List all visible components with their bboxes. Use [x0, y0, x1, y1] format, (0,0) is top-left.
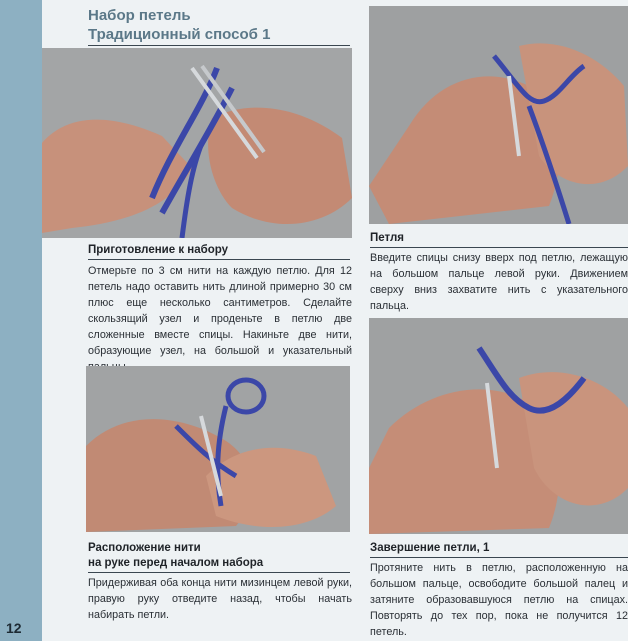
caption-text-position: Придерживая оба конца нити мизинцем левой руки, правую руку отведите назад, чтобы начать набирать петли.: [88, 577, 352, 621]
caption-title-preparation: Приготовление к набору: [88, 244, 229, 256]
page-heading: [88, 6, 350, 46]
caption-rule-preparation: [88, 259, 350, 260]
caption-text-loop: Введите спицы снизу вверх под петлю, лежащую на большом пальце левой руки. Движением сверху вниз захватите нить с указательного пальца.: [370, 252, 628, 312]
caption-title-position-1: Расположение нити: [88, 542, 201, 554]
caption-title-loop: Петля: [370, 232, 405, 244]
caption-rule-finish: [370, 557, 628, 558]
caption-title-finish: Завершение петли, 1: [370, 542, 490, 554]
caption-text-finish: Протяните нить в петлю, расположенную на большом пальце, освободите большой палец и затяните образовавшуюся петлю на спицах. Повторять до тех пор, пока не получится 12 петель.: [370, 562, 628, 638]
caption-text-preparation: Отмерьте по 3 см нити на каждую петлю. Для 12 петель надо оставить нить длиной примерно 30 см плюс еще несколько сантиметров. Сделайте скользящий узел и проденьте в петлю две сложенные вместе спицы. Накиньте две нити, образующие узел, на большой и указательный: [88, 265, 352, 357]
heading-rule: [88, 45, 350, 46]
caption-title-position-2: на руке перед началом набора: [88, 557, 264, 569]
photo-preparation: [42, 48, 352, 238]
page-number: 12: [6, 620, 22, 636]
heading-line-1: Набор петель: [88, 7, 191, 24]
photo-position: [86, 366, 350, 532]
caption-rule-position: [88, 572, 350, 573]
photo-loop: [369, 6, 628, 224]
heading-line-2: Традиционный способ 1: [88, 26, 271, 43]
page-sidebar-band: [0, 0, 42, 641]
photo-finish: [369, 318, 628, 534]
caption-rule-loop: [370, 247, 628, 248]
